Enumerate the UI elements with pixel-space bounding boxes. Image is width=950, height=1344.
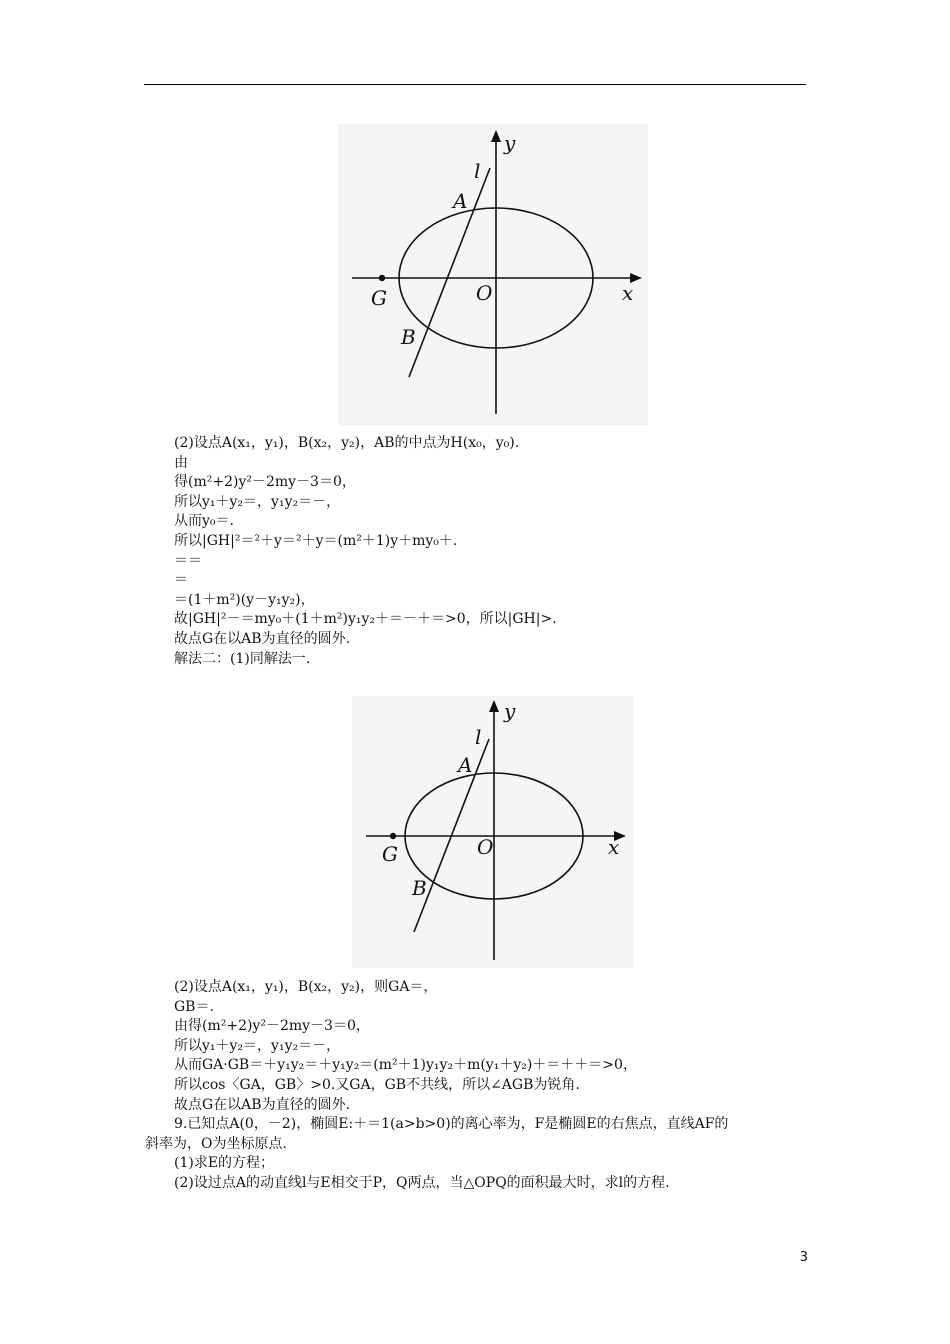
line-l [409,168,493,377]
label-g: G [382,842,398,866]
text-line: 所以|GH|²＝²＋y＝²＋y＝(m²＋1)y＋my₀＋. [174,532,458,549]
solution-text-block-2 [145,978,834,1194]
ellipse-figure-1 [338,124,648,426]
text-line: 由 [174,454,188,471]
label-a: A [458,753,473,777]
text-line: ＝ [174,572,188,589]
label-l: l [474,159,481,183]
text-line: 斜率为，O为坐标原点. [145,1135,287,1152]
label-b: B [412,876,427,900]
text-line: (2)设点A(x₁，y₁)，B(x₂，y₂)，则GA＝， [174,979,438,995]
label-l: l [475,725,482,749]
text-line: 所以y₁＋y₂＝，y₁y₂＝－， [174,1037,341,1054]
label-b: B [401,325,416,349]
solution-text-block-1 [174,434,834,669]
text-line: ＝(1＋m²)(y－y₁y₂)， [174,591,315,608]
text-line: 9.已知点A(0，－2)，椭圆E:＋＝1(a>b>0)的离心率为，F是椭圆E的右焦点，直线AF的 [174,1116,729,1133]
text-line: (1)求E的方程； [174,1155,275,1172]
label-y: y [504,131,516,155]
text-line: ＝＝ [174,552,202,569]
label-g: G [371,286,387,310]
page-number: 3 [799,1250,808,1265]
label-o: O [476,281,493,305]
label-o: O [477,835,494,859]
y-axis-arrow [491,130,501,142]
point-g [379,275,385,281]
text-line: 故|GH|²－＝my₀＋(1＋m²)y₁y₂＋＝－＋＝>0，所以|GH|>. [174,611,557,628]
text-line: 所以y₁＋y₂＝，y₁y₂＝－， [174,493,341,510]
text-line: 从而GA·GB＝＋y₁y₂＝＋y₁y₂＝(m²＋1)y₁y₂＋m(y₁＋y₂)＋＝＋＋＝>0， [174,1057,637,1074]
text-line: 所以cos〈GA，GB〉>0.又GA，GB不共线，所以∠AGB为锐角. [174,1076,580,1093]
y-axis-arrow [489,700,499,712]
text-line: 故点G在以AB为直径的圆外. [174,1096,351,1113]
ellipse-figure-2 [352,696,634,968]
text-line: (2)设点A(x₁，y₁)，B(x₂，y₂)，AB的中点为H(x₀，y₀). [174,435,520,451]
text-line: 解法二：(1)同解法一. [174,650,311,667]
text-line: 由得(m²+2)y²－2my－3＝0， [174,1018,370,1035]
header-rule [144,84,806,85]
label-x: x [608,835,620,859]
text-line: (2)设过点A的动直线l与E相交于P，Q两点，当△OPQ的面积最大时，求l的方程. [174,1174,670,1191]
point-g [390,833,396,839]
label-y: y [504,699,516,723]
label-x: x [622,281,634,305]
text-line: GB＝. [174,998,214,1015]
text-line: 得(m²+2)y²－2my－3＝0， [174,474,356,491]
text-line: 从而y₀＝. [174,513,234,530]
label-a: A [453,189,468,213]
text-line: 故点G在以AB为直径的圆外. [174,630,351,647]
